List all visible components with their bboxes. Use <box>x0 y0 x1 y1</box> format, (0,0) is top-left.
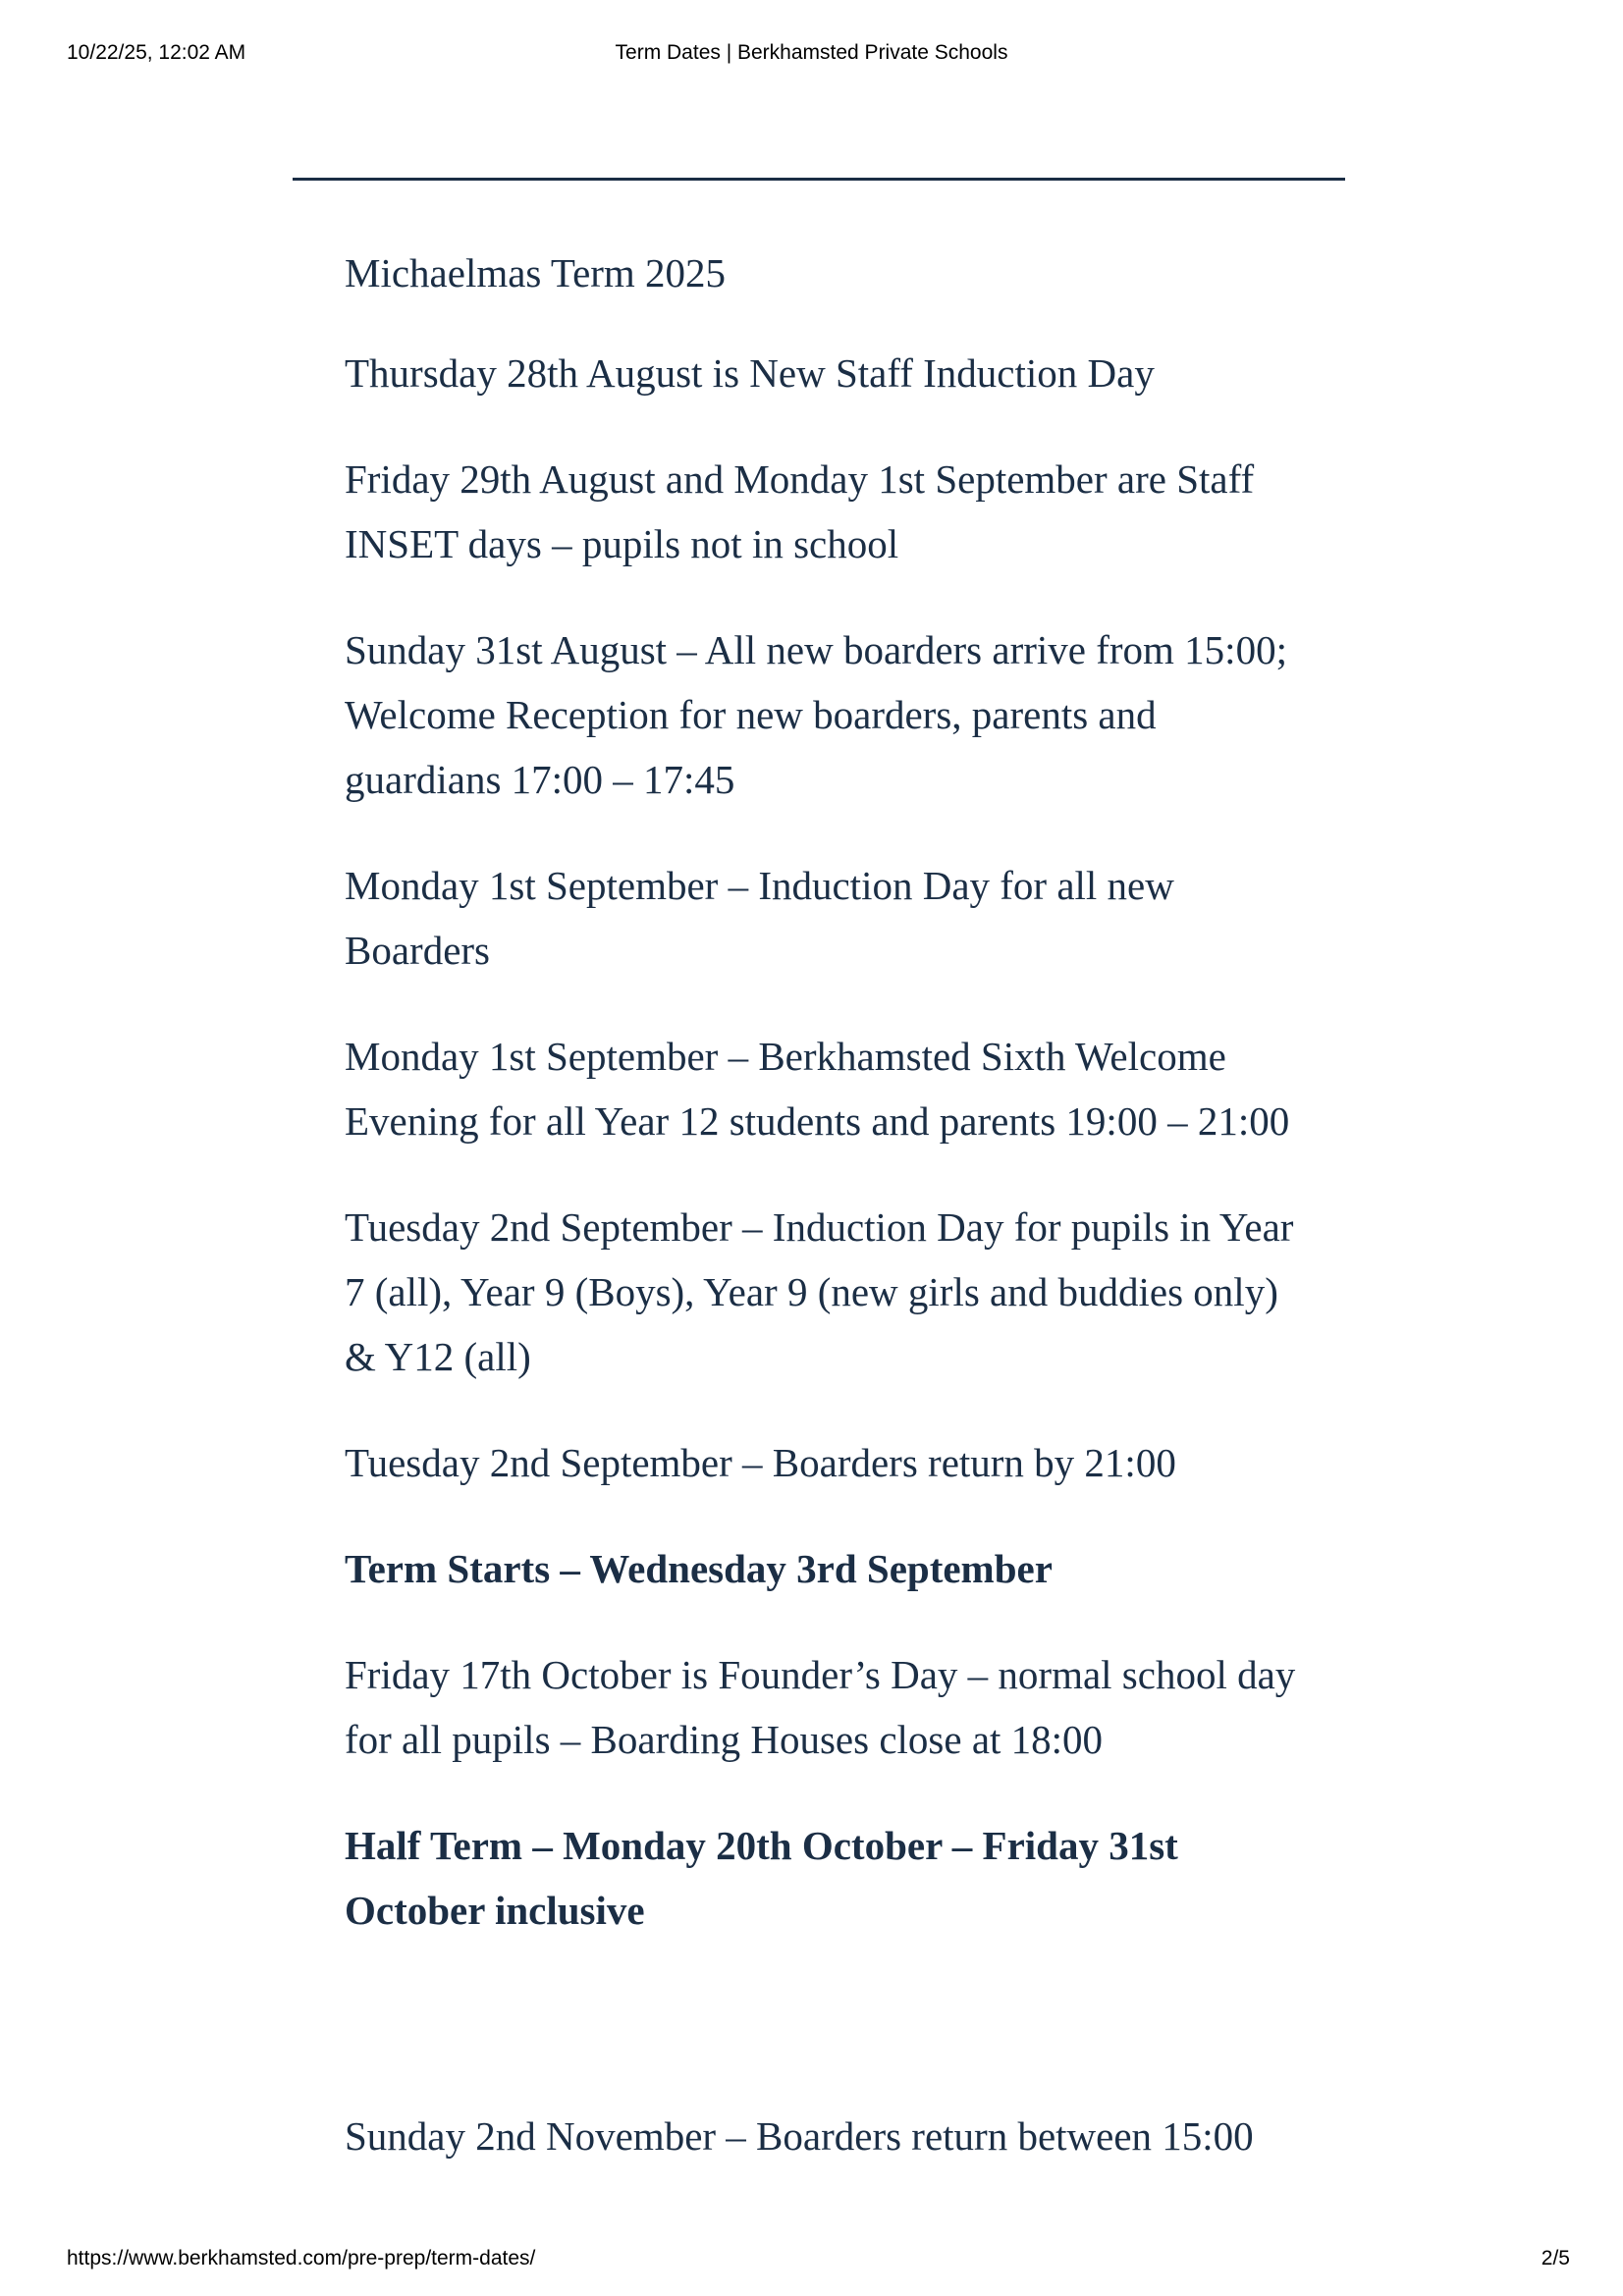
term-date-item: Tuesday 2nd September – Induction Day for pupils in Year 7 (all), Year 9 (Boys), Year 9 (new girls and buddies only) & Y12 (all) <box>345 1204 1294 1379</box>
print-datetime: 10/22/25, 12:02 AM <box>67 41 246 64</box>
term-starts: Term Starts – Wednesday 3rd September <box>345 1546 1053 1591</box>
term-dates-content <box>345 240 1302 2210</box>
print-header <box>0 41 1623 71</box>
term-date-item: Monday 1st September – Induction Day for all new Boarders <box>345 863 1174 973</box>
term-date-item: Tuesday 2nd September – Boarders return by 21:00 <box>345 1440 1176 1485</box>
term-date-item: Thursday 28th August is New Staff Induction Day <box>345 350 1155 396</box>
term-date-item: Friday 29th August and Monday 1st September are Staff INSET days – pupils not in school <box>345 456 1255 566</box>
half-term: Half Term – Monday 20th October – Friday 31st October inclusive <box>345 1823 1178 1933</box>
divider-rule <box>293 178 1345 181</box>
founders-day-item: Friday 17th October is Founder’s Day – normal school day for all pupils – Boarding Houses close at 18:00 <box>345 1652 1296 1762</box>
print-url: https://www.berkhamsted.com/pre-prep/term-dates/ <box>67 2247 536 2269</box>
print-page-title: Term Dates | Berkhamsted Private Schools <box>615 41 1008 64</box>
boarders-return-item: Sunday 2nd November – Boarders return between 15:00 <box>345 2113 1254 2159</box>
term-heading: Michaelmas Term 2025 <box>345 250 727 295</box>
term-date-item: Monday 1st September – Berkhamsted Sixth Welcome Evening for all Year 12 students and parents 19:00 – 21:00 <box>345 1034 1290 1144</box>
print-page-number: 2/5 <box>1541 2247 1570 2269</box>
print-footer <box>0 2247 1623 2276</box>
term-date-item: Sunday 31st August – All new boarders arrive from 15:00; Welcome Reception for new boarders, parents and guardians 17:00 – 17:45 <box>345 627 1287 802</box>
